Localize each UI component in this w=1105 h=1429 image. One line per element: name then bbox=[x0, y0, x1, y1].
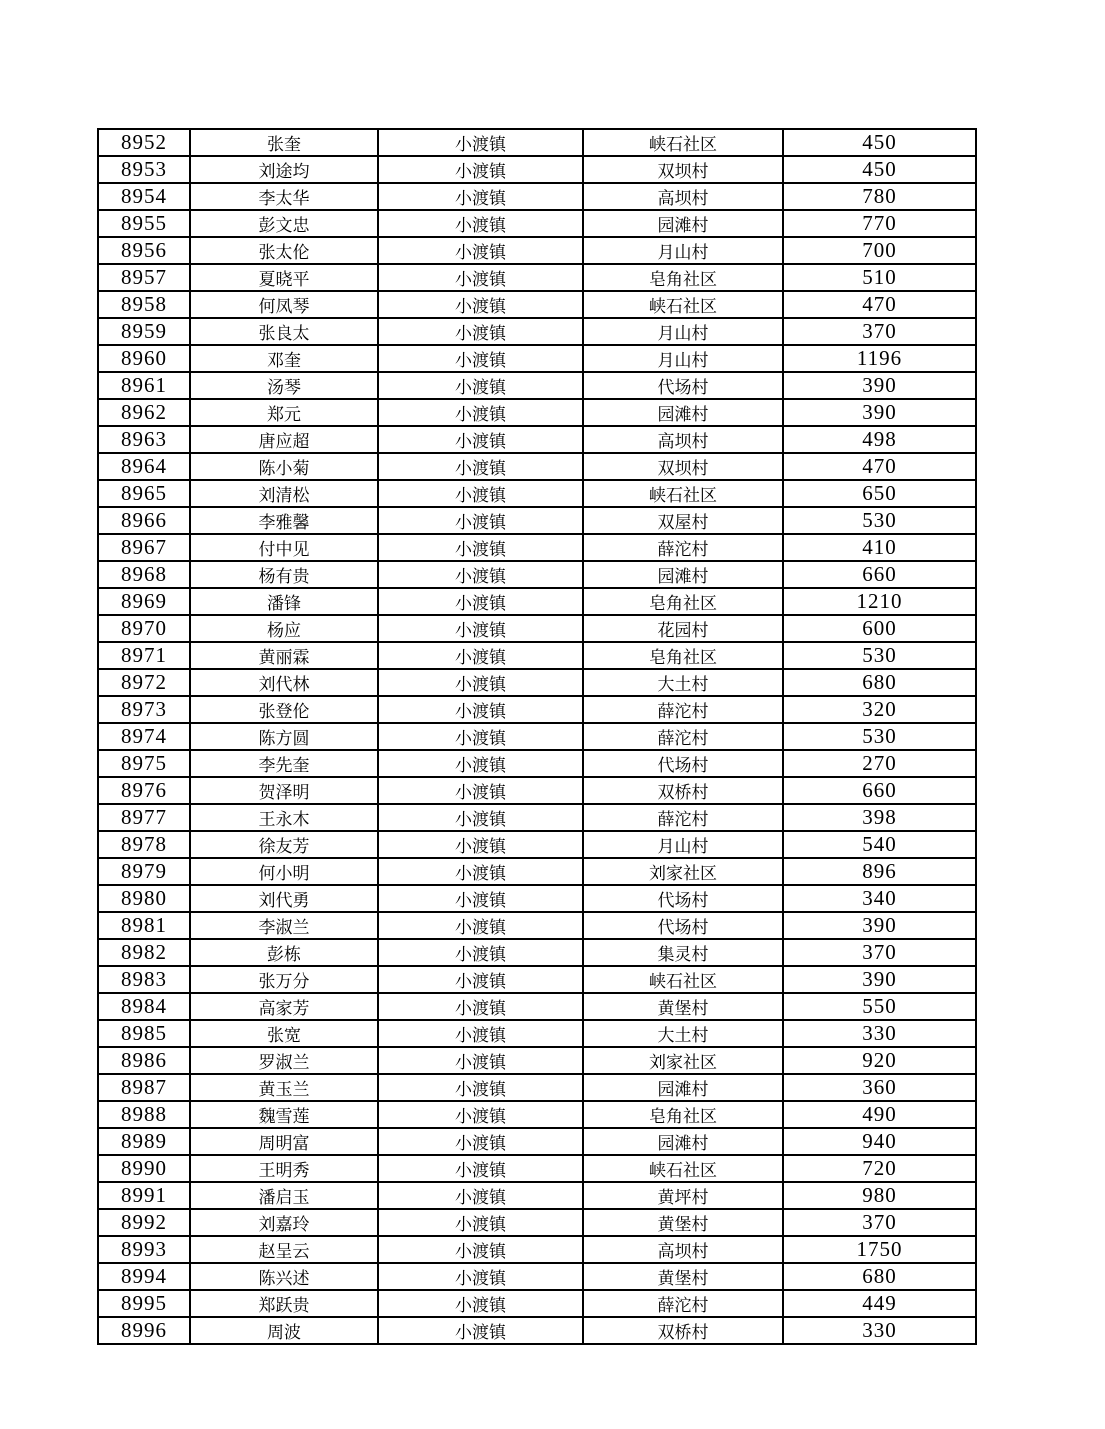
cell-serial-number: 8959 bbox=[98, 318, 190, 345]
cell-amount: 1196 bbox=[783, 345, 976, 372]
cell-village: 高坝村 bbox=[583, 426, 783, 453]
cell-amount: 370 bbox=[783, 1209, 976, 1236]
cell-village: 园滩村 bbox=[583, 210, 783, 237]
cell-serial-number: 8955 bbox=[98, 210, 190, 237]
cell-serial-number: 8989 bbox=[98, 1128, 190, 1155]
cell-village: 大土村 bbox=[583, 1020, 783, 1047]
cell-person-name: 郑元 bbox=[190, 399, 378, 426]
cell-person-name: 张宽 bbox=[190, 1020, 378, 1047]
cell-amount: 370 bbox=[783, 939, 976, 966]
cell-person-name: 周波 bbox=[190, 1317, 378, 1344]
cell-serial-number: 8966 bbox=[98, 507, 190, 534]
table-row bbox=[98, 372, 976, 399]
table-row bbox=[98, 507, 976, 534]
cell-village: 大土村 bbox=[583, 669, 783, 696]
cell-serial-number: 8979 bbox=[98, 858, 190, 885]
cell-amount: 680 bbox=[783, 669, 976, 696]
cell-person-name: 潘锋 bbox=[190, 588, 378, 615]
cell-village: 峡石社区 bbox=[583, 966, 783, 993]
cell-person-name: 汤琴 bbox=[190, 372, 378, 399]
cell-serial-number: 8969 bbox=[98, 588, 190, 615]
cell-village: 峡石社区 bbox=[583, 291, 783, 318]
cell-serial-number: 8981 bbox=[98, 912, 190, 939]
cell-serial-number: 8954 bbox=[98, 183, 190, 210]
table-row bbox=[98, 1290, 976, 1317]
cell-amount: 449 bbox=[783, 1290, 976, 1317]
table-row bbox=[98, 561, 976, 588]
cell-serial-number: 8967 bbox=[98, 534, 190, 561]
cell-town: 小渡镇 bbox=[378, 345, 583, 372]
cell-serial-number: 8971 bbox=[98, 642, 190, 669]
cell-amount: 650 bbox=[783, 480, 976, 507]
cell-village: 月山村 bbox=[583, 345, 783, 372]
cell-amount: 390 bbox=[783, 912, 976, 939]
table-row bbox=[98, 1155, 976, 1182]
cell-village: 刘家社区 bbox=[583, 858, 783, 885]
cell-amount: 498 bbox=[783, 426, 976, 453]
cell-serial-number: 8991 bbox=[98, 1182, 190, 1209]
cell-town: 小渡镇 bbox=[378, 453, 583, 480]
cell-person-name: 刘清松 bbox=[190, 480, 378, 507]
cell-serial-number: 8994 bbox=[98, 1263, 190, 1290]
cell-amount: 530 bbox=[783, 642, 976, 669]
table-row bbox=[98, 723, 976, 750]
cell-town: 小渡镇 bbox=[378, 534, 583, 561]
cell-town: 小渡镇 bbox=[378, 831, 583, 858]
cell-village: 薛沱村 bbox=[583, 723, 783, 750]
table-row bbox=[98, 399, 976, 426]
table-row bbox=[98, 831, 976, 858]
cell-serial-number: 8988 bbox=[98, 1101, 190, 1128]
cell-town: 小渡镇 bbox=[378, 696, 583, 723]
table-row bbox=[98, 1263, 976, 1290]
cell-person-name: 夏晓平 bbox=[190, 264, 378, 291]
cell-town: 小渡镇 bbox=[378, 210, 583, 237]
cell-town: 小渡镇 bbox=[378, 291, 583, 318]
cell-person-name: 陈兴述 bbox=[190, 1263, 378, 1290]
cell-serial-number: 8983 bbox=[98, 966, 190, 993]
table-row bbox=[98, 1074, 976, 1101]
cell-village: 代场村 bbox=[583, 885, 783, 912]
cell-village: 黄堡村 bbox=[583, 993, 783, 1020]
cell-town: 小渡镇 bbox=[378, 399, 583, 426]
cell-village: 园滩村 bbox=[583, 1128, 783, 1155]
cell-serial-number: 8962 bbox=[98, 399, 190, 426]
cell-town: 小渡镇 bbox=[378, 561, 583, 588]
cell-person-name: 刘途均 bbox=[190, 156, 378, 183]
cell-amount: 660 bbox=[783, 777, 976, 804]
table-row bbox=[98, 1317, 976, 1344]
cell-person-name: 贺泽明 bbox=[190, 777, 378, 804]
table-row bbox=[98, 453, 976, 480]
cell-village: 峡石社区 bbox=[583, 129, 783, 156]
cell-town: 小渡镇 bbox=[378, 1020, 583, 1047]
cell-amount: 390 bbox=[783, 399, 976, 426]
cell-person-name: 张登伦 bbox=[190, 696, 378, 723]
cell-amount: 360 bbox=[783, 1074, 976, 1101]
cell-town: 小渡镇 bbox=[378, 264, 583, 291]
cell-serial-number: 8958 bbox=[98, 291, 190, 318]
table-row bbox=[98, 480, 976, 507]
cell-town: 小渡镇 bbox=[378, 966, 583, 993]
cell-serial-number: 8975 bbox=[98, 750, 190, 777]
cell-town: 小渡镇 bbox=[378, 1074, 583, 1101]
cell-person-name: 王永木 bbox=[190, 804, 378, 831]
cell-amount: 530 bbox=[783, 723, 976, 750]
cell-serial-number: 8968 bbox=[98, 561, 190, 588]
cell-amount: 530 bbox=[783, 507, 976, 534]
table-row bbox=[98, 804, 976, 831]
cell-serial-number: 8953 bbox=[98, 156, 190, 183]
cell-village: 高坝村 bbox=[583, 183, 783, 210]
cell-town: 小渡镇 bbox=[378, 1209, 583, 1236]
cell-town: 小渡镇 bbox=[378, 318, 583, 345]
cell-serial-number: 8965 bbox=[98, 480, 190, 507]
cell-town: 小渡镇 bbox=[378, 723, 583, 750]
cell-amount: 720 bbox=[783, 1155, 976, 1182]
cell-town: 小渡镇 bbox=[378, 777, 583, 804]
cell-amount: 470 bbox=[783, 453, 976, 480]
table-row bbox=[98, 939, 976, 966]
cell-serial-number: 8974 bbox=[98, 723, 190, 750]
cell-person-name: 刘代勇 bbox=[190, 885, 378, 912]
table-row bbox=[98, 696, 976, 723]
cell-village: 集灵村 bbox=[583, 939, 783, 966]
cell-amount: 1210 bbox=[783, 588, 976, 615]
cell-amount: 330 bbox=[783, 1020, 976, 1047]
cell-town: 小渡镇 bbox=[378, 1236, 583, 1263]
table-row bbox=[98, 1236, 976, 1263]
table-row bbox=[98, 777, 976, 804]
cell-town: 小渡镇 bbox=[378, 129, 583, 156]
table-row bbox=[98, 750, 976, 777]
cell-serial-number: 8993 bbox=[98, 1236, 190, 1263]
cell-village: 双坝村 bbox=[583, 453, 783, 480]
cell-person-name: 徐友芳 bbox=[190, 831, 378, 858]
table-row bbox=[98, 210, 976, 237]
cell-serial-number: 8970 bbox=[98, 615, 190, 642]
table-row bbox=[98, 1128, 976, 1155]
cell-person-name: 黄玉兰 bbox=[190, 1074, 378, 1101]
cell-village: 薛沱村 bbox=[583, 534, 783, 561]
table-row bbox=[98, 534, 976, 561]
table-row bbox=[98, 1020, 976, 1047]
cell-town: 小渡镇 bbox=[378, 858, 583, 885]
cell-amount: 320 bbox=[783, 696, 976, 723]
table-row bbox=[98, 345, 976, 372]
cell-serial-number: 8996 bbox=[98, 1317, 190, 1344]
cell-village: 月山村 bbox=[583, 237, 783, 264]
cell-serial-number: 8963 bbox=[98, 426, 190, 453]
cell-town: 小渡镇 bbox=[378, 183, 583, 210]
cell-serial-number: 8980 bbox=[98, 885, 190, 912]
cell-serial-number: 8972 bbox=[98, 669, 190, 696]
cell-amount: 920 bbox=[783, 1047, 976, 1074]
cell-village: 皂角社区 bbox=[583, 642, 783, 669]
cell-town: 小渡镇 bbox=[378, 1317, 583, 1344]
cell-village: 薛沱村 bbox=[583, 696, 783, 723]
cell-person-name: 张奎 bbox=[190, 129, 378, 156]
table-row bbox=[98, 885, 976, 912]
cell-person-name: 陈方圆 bbox=[190, 723, 378, 750]
cell-amount: 330 bbox=[783, 1317, 976, 1344]
cell-person-name: 黄丽霖 bbox=[190, 642, 378, 669]
cell-village: 薛沱村 bbox=[583, 804, 783, 831]
cell-amount: 600 bbox=[783, 615, 976, 642]
cell-amount: 340 bbox=[783, 885, 976, 912]
cell-village: 黄坪村 bbox=[583, 1182, 783, 1209]
cell-village: 双坝村 bbox=[583, 156, 783, 183]
table-row bbox=[98, 1182, 976, 1209]
cell-village: 黄堡村 bbox=[583, 1209, 783, 1236]
cell-town: 小渡镇 bbox=[378, 669, 583, 696]
cell-village: 峡石社区 bbox=[583, 1155, 783, 1182]
cell-amount: 270 bbox=[783, 750, 976, 777]
table-row bbox=[98, 1209, 976, 1236]
cell-village: 园滩村 bbox=[583, 1074, 783, 1101]
cell-serial-number: 8960 bbox=[98, 345, 190, 372]
cell-amount: 398 bbox=[783, 804, 976, 831]
cell-town: 小渡镇 bbox=[378, 1182, 583, 1209]
cell-person-name: 杨应 bbox=[190, 615, 378, 642]
cell-village: 代场村 bbox=[583, 750, 783, 777]
cell-serial-number: 8990 bbox=[98, 1155, 190, 1182]
table-row bbox=[98, 183, 976, 210]
cell-town: 小渡镇 bbox=[378, 615, 583, 642]
cell-village: 月山村 bbox=[583, 318, 783, 345]
table-row bbox=[98, 1047, 976, 1074]
cell-village: 皂角社区 bbox=[583, 264, 783, 291]
cell-person-name: 李太华 bbox=[190, 183, 378, 210]
cell-amount: 550 bbox=[783, 993, 976, 1020]
cell-village: 皂角社区 bbox=[583, 588, 783, 615]
cell-person-name: 赵呈云 bbox=[190, 1236, 378, 1263]
cell-amount: 660 bbox=[783, 561, 976, 588]
cell-village: 双桥村 bbox=[583, 1317, 783, 1344]
cell-village: 月山村 bbox=[583, 831, 783, 858]
table-row bbox=[98, 156, 976, 183]
cell-amount: 540 bbox=[783, 831, 976, 858]
cell-town: 小渡镇 bbox=[378, 642, 583, 669]
cell-amount: 700 bbox=[783, 237, 976, 264]
cell-person-name: 潘启玉 bbox=[190, 1182, 378, 1209]
cell-town: 小渡镇 bbox=[378, 237, 583, 264]
table-row bbox=[98, 642, 976, 669]
cell-serial-number: 8956 bbox=[98, 237, 190, 264]
cell-town: 小渡镇 bbox=[378, 912, 583, 939]
cell-town: 小渡镇 bbox=[378, 804, 583, 831]
cell-amount: 450 bbox=[783, 129, 976, 156]
table-row bbox=[98, 615, 976, 642]
table-row bbox=[98, 237, 976, 264]
table-row bbox=[98, 966, 976, 993]
table-row bbox=[98, 318, 976, 345]
cell-person-name: 何小明 bbox=[190, 858, 378, 885]
cell-amount: 410 bbox=[783, 534, 976, 561]
cell-person-name: 张太伦 bbox=[190, 237, 378, 264]
cell-village: 花园村 bbox=[583, 615, 783, 642]
cell-town: 小渡镇 bbox=[378, 156, 583, 183]
cell-amount: 370 bbox=[783, 318, 976, 345]
cell-person-name: 魏雪莲 bbox=[190, 1101, 378, 1128]
table-row bbox=[98, 264, 976, 291]
cell-serial-number: 8973 bbox=[98, 696, 190, 723]
cell-serial-number: 8982 bbox=[98, 939, 190, 966]
cell-town: 小渡镇 bbox=[378, 1155, 583, 1182]
cell-person-name: 李先奎 bbox=[190, 750, 378, 777]
cell-person-name: 杨有贵 bbox=[190, 561, 378, 588]
cell-person-name: 彭栋 bbox=[190, 939, 378, 966]
cell-village: 薛沱村 bbox=[583, 1290, 783, 1317]
cell-serial-number: 8961 bbox=[98, 372, 190, 399]
cell-amount: 770 bbox=[783, 210, 976, 237]
cell-village: 双桥村 bbox=[583, 777, 783, 804]
cell-amount: 470 bbox=[783, 291, 976, 318]
table-row bbox=[98, 858, 976, 885]
cell-serial-number: 8977 bbox=[98, 804, 190, 831]
cell-town: 小渡镇 bbox=[378, 750, 583, 777]
cell-person-name: 罗淑兰 bbox=[190, 1047, 378, 1074]
table-row bbox=[98, 291, 976, 318]
table-row bbox=[98, 129, 976, 156]
cell-person-name: 张良太 bbox=[190, 318, 378, 345]
cell-village: 园滩村 bbox=[583, 399, 783, 426]
cell-amount: 1750 bbox=[783, 1236, 976, 1263]
cell-serial-number: 8957 bbox=[98, 264, 190, 291]
cell-serial-number: 8992 bbox=[98, 1209, 190, 1236]
table-row bbox=[98, 588, 976, 615]
cell-serial-number: 8986 bbox=[98, 1047, 190, 1074]
cell-town: 小渡镇 bbox=[378, 372, 583, 399]
cell-village: 刘家社区 bbox=[583, 1047, 783, 1074]
cell-person-name: 彭文忠 bbox=[190, 210, 378, 237]
records-table-body bbox=[98, 129, 976, 1344]
cell-serial-number: 8995 bbox=[98, 1290, 190, 1317]
table-row bbox=[98, 426, 976, 453]
table-row bbox=[98, 669, 976, 696]
cell-town: 小渡镇 bbox=[378, 939, 583, 966]
cell-town: 小渡镇 bbox=[378, 885, 583, 912]
cell-person-name: 陈小菊 bbox=[190, 453, 378, 480]
cell-amount: 980 bbox=[783, 1182, 976, 1209]
cell-serial-number: 8976 bbox=[98, 777, 190, 804]
cell-person-name: 何凤琴 bbox=[190, 291, 378, 318]
cell-village: 峡石社区 bbox=[583, 480, 783, 507]
records-table bbox=[97, 128, 977, 1345]
cell-village: 代场村 bbox=[583, 372, 783, 399]
cell-person-name: 周明富 bbox=[190, 1128, 378, 1155]
cell-town: 小渡镇 bbox=[378, 1290, 583, 1317]
cell-town: 小渡镇 bbox=[378, 588, 583, 615]
cell-serial-number: 8985 bbox=[98, 1020, 190, 1047]
cell-person-name: 高家芳 bbox=[190, 993, 378, 1020]
cell-village: 园滩村 bbox=[583, 561, 783, 588]
cell-person-name: 付中见 bbox=[190, 534, 378, 561]
cell-amount: 940 bbox=[783, 1128, 976, 1155]
cell-village: 黄堡村 bbox=[583, 1263, 783, 1290]
table-row bbox=[98, 912, 976, 939]
cell-serial-number: 8987 bbox=[98, 1074, 190, 1101]
cell-serial-number: 8952 bbox=[98, 129, 190, 156]
cell-serial-number: 8978 bbox=[98, 831, 190, 858]
cell-person-name: 张万分 bbox=[190, 966, 378, 993]
cell-person-name: 李雅馨 bbox=[190, 507, 378, 534]
cell-town: 小渡镇 bbox=[378, 1263, 583, 1290]
cell-village: 代场村 bbox=[583, 912, 783, 939]
cell-person-name: 邓奎 bbox=[190, 345, 378, 372]
cell-amount: 390 bbox=[783, 966, 976, 993]
table-row bbox=[98, 1101, 976, 1128]
cell-amount: 896 bbox=[783, 858, 976, 885]
cell-amount: 450 bbox=[783, 156, 976, 183]
cell-town: 小渡镇 bbox=[378, 993, 583, 1020]
cell-town: 小渡镇 bbox=[378, 1101, 583, 1128]
cell-person-name: 刘嘉玲 bbox=[190, 1209, 378, 1236]
table-row bbox=[98, 993, 976, 1020]
cell-amount: 510 bbox=[783, 264, 976, 291]
cell-person-name: 李淑兰 bbox=[190, 912, 378, 939]
cell-amount: 680 bbox=[783, 1263, 976, 1290]
cell-amount: 490 bbox=[783, 1101, 976, 1128]
cell-serial-number: 8964 bbox=[98, 453, 190, 480]
cell-person-name: 王明秀 bbox=[190, 1155, 378, 1182]
cell-village: 双屋村 bbox=[583, 507, 783, 534]
cell-amount: 390 bbox=[783, 372, 976, 399]
cell-town: 小渡镇 bbox=[378, 1047, 583, 1074]
cell-person-name: 郑跃贵 bbox=[190, 1290, 378, 1317]
cell-village: 皂角社区 bbox=[583, 1101, 783, 1128]
cell-town: 小渡镇 bbox=[378, 480, 583, 507]
cell-town: 小渡镇 bbox=[378, 507, 583, 534]
cell-town: 小渡镇 bbox=[378, 1128, 583, 1155]
cell-serial-number: 8984 bbox=[98, 993, 190, 1020]
cell-person-name: 唐应超 bbox=[190, 426, 378, 453]
cell-amount: 780 bbox=[783, 183, 976, 210]
cell-person-name: 刘代林 bbox=[190, 669, 378, 696]
cell-town: 小渡镇 bbox=[378, 426, 583, 453]
cell-village: 高坝村 bbox=[583, 1236, 783, 1263]
